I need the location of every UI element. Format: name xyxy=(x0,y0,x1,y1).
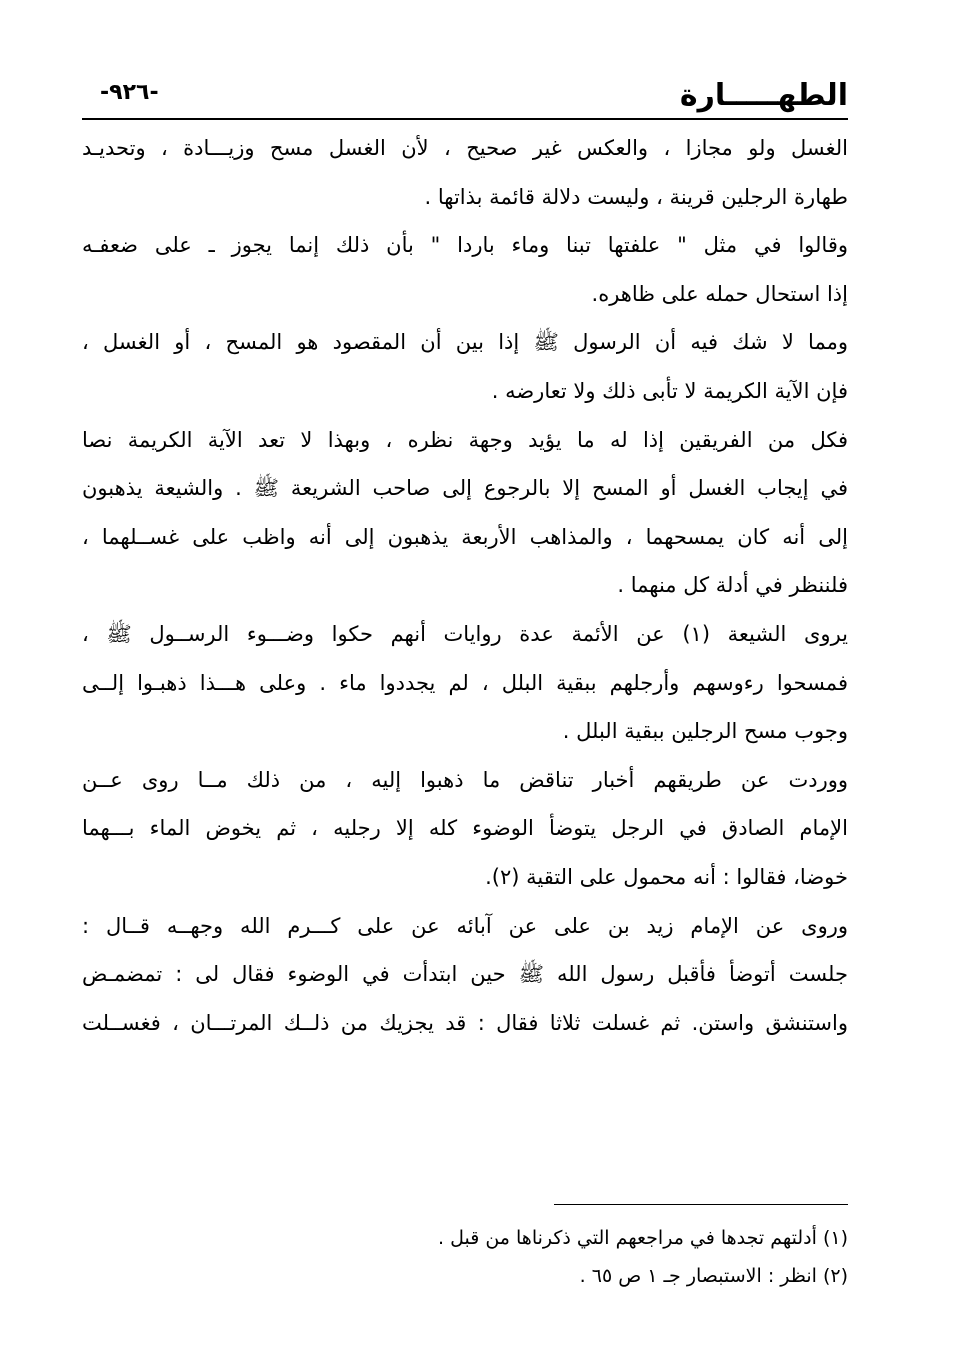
running-title: الطهـــــارة xyxy=(679,78,848,113)
text-line: يروى الشيعة (١) عن الأئمة عدة روايات أنهم حكوا وضـــوء الرســول ﷺ ، xyxy=(82,621,848,646)
text-line: في إيجاب الغسل أو المسح إلا بالرجوع إلى صاحب الشريعة ﷺ . والشيعة يذهبون xyxy=(82,476,848,501)
footnotes xyxy=(82,1219,848,1295)
page-header xyxy=(82,76,848,116)
text-line: طهارة الرجلين قرينة ، وليست دلالة قائمة بذاتها . xyxy=(424,184,848,209)
text-line: فلننظر في أدلة كل منهما . xyxy=(617,573,848,598)
text-line: الغسل ولو مجازا ، والعكس غير صحيح ، لأن الغسل مسح وزيـــادة ، وتحديـد xyxy=(82,136,848,160)
text-line: واستنشق واستن. ثم غسلت ثلاثا فقال : قد يجزيك من ذلــك المرتـــان ، فغســلت xyxy=(82,1010,848,1035)
text-line: ومما لا شك فيه أن الرسول ﷺ إذا بين أن المقصود هو المسح ، أو الغسل ، xyxy=(82,330,848,355)
footnote: (٢) انظر : الاستبصار جـ ١ ص ٦٥ . xyxy=(579,1265,848,1287)
text-line: ووردت عن طريقهم أخبار تناقض ما ذهبوا إليه ، من ذلك مــا روى عــن xyxy=(82,767,848,792)
body-text xyxy=(82,124,848,1047)
text-line: فإن الآية الكريمة لا تأبى ذلك ولا تعارضه . xyxy=(491,378,848,403)
text-line: الإمام الصادق في الرجل يتوضأ الوضوء كله إلا رجليه ، ثم يخوض الماء بـــهما xyxy=(82,816,848,841)
text-line: فكل من الفريقين إذا له ما يؤيد وجهة نظره ، وبهذا لا تعد الآية الكريمة نصا xyxy=(82,427,848,452)
text-line: وجوب مسح الرجلين ببقية البلل . xyxy=(562,719,848,744)
text-line: وروى عن الإمام زيد بن على عن آبائه عن على كـــرم الله وجهــه قــال : xyxy=(82,913,848,938)
page-number: -٩٢٦- xyxy=(100,80,159,105)
text-line: جلست أتوضأ فأقبل رسول الله ﷺ حين ابتدأت في الوضوء فقال لى : تمضمـض xyxy=(82,962,848,987)
text-line: فمسحوا رءوسهم وأرجلهم ببقية البلل ، لم يجددوا ماء . وعلى هـــذا ذهبـوا إلــى xyxy=(82,670,848,695)
footnote: (١) أدلتهم تجدها في مراجعهم التي ذكرناها من قبل . xyxy=(438,1227,848,1249)
header-rule xyxy=(82,118,848,120)
text-line: إذا استحال حمله على ظاهره. xyxy=(591,281,848,306)
text-line: إلى أنه كان يمسحهما ، والمذاهب الأربعة يذهبون إلى أنه واظب على غســلهما ، xyxy=(82,524,848,549)
footnote-rule xyxy=(554,1204,848,1205)
text-line: وقالوا في مثل " علفتها تبنا وماء باردا " بأن ذلك إنما يجوز ـ على ضعفـه xyxy=(82,233,848,258)
text-line: خوضا، فقالوا : أنه محمول على التقية (٢). xyxy=(485,864,848,889)
